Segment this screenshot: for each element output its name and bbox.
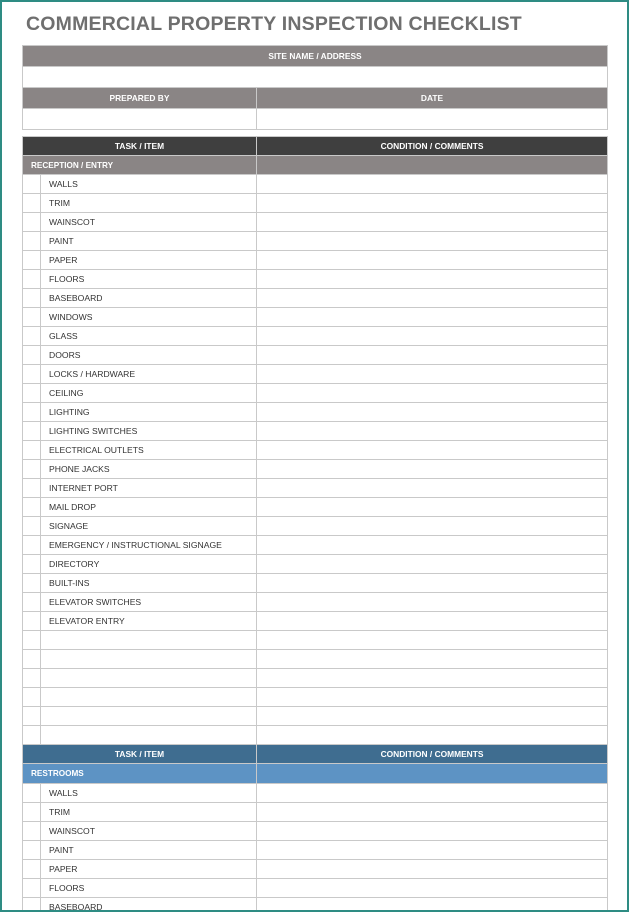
table-row (23, 422, 608, 441)
condition-comments-cell[interactable] (257, 194, 608, 213)
table-row (23, 403, 608, 422)
table-row (23, 365, 608, 384)
task-item-cell: FLOORS (41, 879, 257, 898)
task-item-cell: PAPER (41, 251, 257, 270)
condition-comments-cell[interactable] (257, 232, 608, 251)
task-item-header: TASK / ITEM (23, 137, 257, 156)
task-item-cell: INTERNET PORT (41, 479, 257, 498)
checkbox-cell[interactable] (23, 555, 41, 574)
condition-comments-cell[interactable] (257, 669, 608, 688)
table-row (23, 460, 608, 479)
checkbox-cell[interactable] (23, 631, 41, 650)
table-row (23, 517, 608, 536)
condition-comments-cell[interactable] (257, 555, 608, 574)
task-item-cell: LIGHTING (41, 403, 257, 422)
date-label: DATE (257, 88, 608, 109)
table-row (23, 593, 608, 612)
table-row (23, 194, 608, 213)
checkbox-cell[interactable] (23, 841, 41, 860)
checkbox-cell[interactable] (23, 517, 41, 536)
checkbox-cell[interactable] (23, 879, 41, 898)
table-row (23, 498, 608, 517)
checkbox-cell[interactable] (23, 822, 41, 841)
table-row (23, 898, 608, 912)
condition-comments-cell[interactable] (257, 803, 608, 822)
table-row (23, 251, 608, 270)
checkbox-cell[interactable] (23, 803, 41, 822)
table-row (23, 574, 608, 593)
task-item-cell: GLASS (41, 327, 257, 346)
checkbox-cell[interactable] (23, 707, 41, 726)
condition-comments-cell[interactable] (257, 650, 608, 669)
condition-comments-cell[interactable] (257, 784, 608, 803)
checkbox-cell[interactable] (23, 422, 41, 441)
condition-comments-cell[interactable] (257, 841, 608, 860)
checkbox-cell[interactable] (23, 441, 41, 460)
table-row (23, 612, 608, 631)
table-row (23, 784, 608, 803)
condition-comments-cell[interactable] (257, 365, 608, 384)
condition-comments-cell[interactable] (257, 726, 608, 745)
condition-comments-cell[interactable] (257, 175, 608, 194)
condition-comments-cell[interactable] (257, 441, 608, 460)
task-item-cell: BASEBOARD (41, 289, 257, 308)
condition-comments-cell[interactable] (257, 631, 608, 650)
condition-comments-cell[interactable] (257, 213, 608, 232)
table-row (23, 175, 608, 194)
condition-comments-cell[interactable] (257, 460, 608, 479)
condition-comments-cell[interactable] (257, 251, 608, 270)
condition-comments-cell[interactable] (257, 517, 608, 536)
task-item-cell (41, 669, 257, 688)
section-title: RESTROOMS (23, 764, 257, 784)
table-row (23, 669, 608, 688)
task-item-cell: BASEBOARD (41, 898, 257, 912)
table-row (23, 726, 608, 745)
checkbox-cell[interactable] (23, 479, 41, 498)
table-row (23, 384, 608, 403)
section-title-fill (257, 764, 608, 784)
table-row (23, 536, 608, 555)
checkbox-cell[interactable] (23, 194, 41, 213)
condition-comments-cell[interactable] (257, 270, 608, 289)
site-name-field[interactable] (23, 67, 608, 88)
condition-comments-cell[interactable] (257, 308, 608, 327)
condition-comments-cell[interactable] (257, 327, 608, 346)
table-row (23, 879, 608, 898)
task-item-cell: FLOORS (41, 270, 257, 289)
task-item-cell: ELEVATOR ENTRY (41, 612, 257, 631)
task-item-cell (41, 650, 257, 669)
condition-comments-cell[interactable] (257, 688, 608, 707)
task-item-cell: PAINT (41, 232, 257, 251)
checkbox-cell[interactable] (23, 308, 41, 327)
checkbox-cell[interactable] (23, 536, 41, 555)
checkbox-cell[interactable] (23, 327, 41, 346)
table-row (23, 803, 608, 822)
task-item-cell: WALLS (41, 784, 257, 803)
document-title: COMMERCIAL PROPERTY INSPECTION CHECKLIST (26, 13, 522, 35)
condition-comments-cell[interactable] (257, 574, 608, 593)
checkbox-cell[interactable] (23, 669, 41, 688)
task-item-cell: PHONE JACKS (41, 460, 257, 479)
checkbox-cell[interactable] (23, 688, 41, 707)
checkbox-cell[interactable] (23, 232, 41, 251)
table-row (23, 346, 608, 365)
section-reception-entry (22, 136, 608, 745)
condition-comments-cell[interactable] (257, 822, 608, 841)
table-row (23, 289, 608, 308)
checkbox-cell[interactable] (23, 860, 41, 879)
condition-comments-cell[interactable] (257, 422, 608, 441)
table-row (23, 822, 608, 841)
task-item-cell: SIGNAGE (41, 517, 257, 536)
checkbox-cell[interactable] (23, 289, 41, 308)
condition-comments-cell[interactable] (257, 384, 608, 403)
checkbox-cell[interactable] (23, 213, 41, 232)
condition-comments-cell[interactable] (257, 860, 608, 879)
table-row (23, 555, 608, 574)
table-row (23, 213, 608, 232)
table-row (23, 327, 608, 346)
table-row (23, 479, 608, 498)
table-row (23, 232, 608, 251)
table-row (23, 441, 608, 460)
condition-comments-cell[interactable] (257, 479, 608, 498)
condition-comments-header: CONDITION / COMMENTS (257, 137, 608, 156)
task-item-cell (41, 726, 257, 745)
task-item-cell (41, 707, 257, 726)
table-row (23, 631, 608, 650)
condition-comments-cell[interactable] (257, 346, 608, 365)
condition-comments-cell[interactable] (257, 498, 608, 517)
checkbox-cell[interactable] (23, 460, 41, 479)
task-item-cell: WALLS (41, 175, 257, 194)
checkbox-cell[interactable] (23, 726, 41, 745)
table-row (23, 841, 608, 860)
condition-comments-cell[interactable] (257, 898, 608, 912)
task-item-cell: PAPER (41, 860, 257, 879)
task-item-cell: WAINSCOT (41, 822, 257, 841)
table-row (23, 650, 608, 669)
condition-comments-cell[interactable] (257, 612, 608, 631)
task-item-cell (41, 631, 257, 650)
checkbox-cell[interactable] (23, 270, 41, 289)
task-item-cell: ELECTRICAL OUTLETS (41, 441, 257, 460)
site-name-label: SITE NAME / ADDRESS (23, 46, 608, 67)
prepared-by-label: PREPARED BY (23, 88, 257, 109)
checkbox-cell[interactable] (23, 346, 41, 365)
checkbox-cell[interactable] (23, 612, 41, 631)
task-item-cell: WAINSCOT (41, 213, 257, 232)
condition-comments-cell[interactable] (257, 707, 608, 726)
condition-comments-cell[interactable] (257, 879, 608, 898)
table-row (23, 688, 608, 707)
checkbox-cell[interactable] (23, 898, 41, 912)
task-item-cell: TRIM (41, 194, 257, 213)
checkbox-cell[interactable] (23, 251, 41, 270)
task-item-cell: DIRECTORY (41, 555, 257, 574)
checkbox-cell[interactable] (23, 650, 41, 669)
condition-comments-cell[interactable] (257, 536, 608, 555)
section-restrooms (22, 744, 608, 912)
prepared-by-field[interactable] (23, 109, 257, 130)
condition-comments-cell[interactable] (257, 593, 608, 612)
header-info-table (22, 45, 608, 130)
task-item-cell: EMERGENCY / INSTRUCTIONAL SIGNAGE (41, 536, 257, 555)
condition-comments-cell[interactable] (257, 289, 608, 308)
task-item-cell: TRIM (41, 803, 257, 822)
checkbox-cell[interactable] (23, 574, 41, 593)
task-item-cell: DOORS (41, 346, 257, 365)
task-item-cell: CEILING (41, 384, 257, 403)
date-field[interactable] (257, 109, 608, 130)
condition-comments-cell[interactable] (257, 403, 608, 422)
checkbox-cell[interactable] (23, 384, 41, 403)
task-item-cell: ELEVATOR SWITCHES (41, 593, 257, 612)
task-item-cell: MAIL DROP (41, 498, 257, 517)
checkbox-cell[interactable] (23, 403, 41, 422)
section-title-fill (257, 156, 608, 175)
condition-comments-header: CONDITION / COMMENTS (257, 745, 608, 764)
table-row (23, 707, 608, 726)
task-item-cell: PAINT (41, 841, 257, 860)
checkbox-cell[interactable] (23, 593, 41, 612)
checkbox-cell[interactable] (23, 784, 41, 803)
table-row (23, 308, 608, 327)
table-row (23, 270, 608, 289)
task-item-cell: BUILT-INS (41, 574, 257, 593)
task-item-header: TASK / ITEM (23, 745, 257, 764)
checkbox-cell[interactable] (23, 175, 41, 194)
checkbox-cell[interactable] (23, 498, 41, 517)
section-title: RECEPTION / ENTRY (23, 156, 257, 175)
table-row (23, 860, 608, 879)
task-item-cell: LIGHTING SWITCHES (41, 422, 257, 441)
checkbox-cell[interactable] (23, 365, 41, 384)
task-item-cell: WINDOWS (41, 308, 257, 327)
task-item-cell: LOCKS / HARDWARE (41, 365, 257, 384)
task-item-cell (41, 688, 257, 707)
